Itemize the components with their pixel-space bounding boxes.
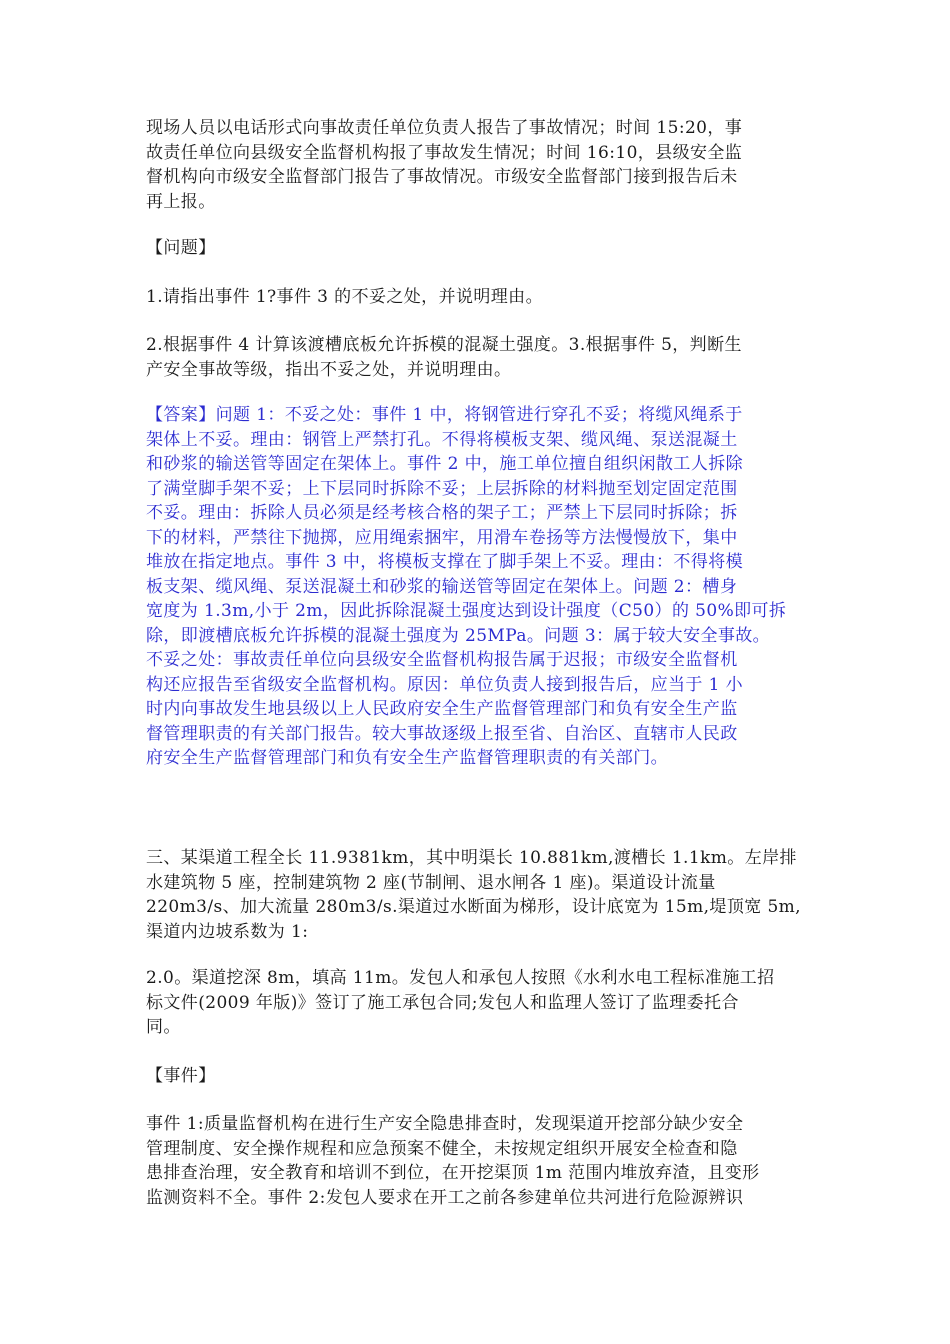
paragraph-contract [146,966,810,1040]
text-line: 患排查治理，安全教育和培训不到位，在开挖渠顶 1m 范围内堆放弃渣，且变形 [146,1163,760,1183]
text-line: 宽度为 1.3m,小于 2m，因此拆除混凝土强度达到设计强度（C50）的 50%即可拆 [146,601,787,621]
text-line: 【问题】 [146,238,216,258]
text-line: 时内向事故发生地县级以上人民政府安全生产监督管理部门和负有安全生产监 [146,699,738,719]
text-line: 1.请指出事件 1?事件 3 的不妥之处，并说明理由。 [146,287,543,307]
text-line: 2.0。渠道挖深 8m，填高 11m。发包人和承包人按照《水利水电工程标准施工招 [146,968,775,988]
text-line: 构还应报告至省级安全监督机构。原因：单位负责人接到报告后，应当于 1 小 [146,674,744,695]
text-line: 督管理职责的有关部门报告。较大事故逐级上报至省、自治区、直辖市人民政 [146,723,738,744]
text-line: 产安全事故等级，指出不妥之处，并说明理由。 [146,359,512,380]
answer-block [146,403,810,771]
text-line: 2.根据事件 4 计算该渡槽底板允许拆模的混凝土强度。3.根据事件 5，判断生 [146,335,742,355]
paragraph-events [146,1112,810,1210]
text-line: 监测资料不全。事件 2:发包人要求在开工之前各参建单位共河进行危险源辨识 [146,1187,744,1208]
text-line: 架体上不妥。理由：钢管上严禁打孔。不得将模板支架、缆风绳、泵送混凝土 [146,429,738,450]
text-line: 不妥。理由：拆除人员必须是经考核合格的架子工；严禁上下层同时拆除；拆 [146,503,738,523]
text-line: 管理制度、安全操作规程和应急预案不健全，未按规定组织开展安全检查和隐 [146,1138,738,1159]
text-line: 不妥之处：事故责任单位向县级安全监督机构报告属于迟报；市级安全监督机 [146,650,738,670]
text-line: 下的材料，严禁往下抛掷，应用绳索捆牢，用滑车卷扬等方法慢慢放下，集中 [146,527,738,548]
text-line: 除，即渡槽底板允许拆模的混凝土强度为 25MPa。问题 3：属于较大安全事故。 [146,625,771,646]
text-line: 【答案】问题 1：不妥之处：事件 1 中，将钢管进行穿孔不妥；将缆风绳系于 [146,405,743,425]
text-line: 标文件(2009 年版)》签订了施工承包合同;发包人和监理人签订了监理委托合 [146,992,739,1013]
text-line: 和砂浆的输送管等固定在架体上。事件 2 中，施工单位擅自组织闲散工人拆除 [146,454,744,474]
text-line: 同。 [146,1017,181,1037]
text-line: 水建筑物 5 座，控制建筑物 2 座(节制闸、退水闸各 1 座)。渠道设计流量 [146,872,716,893]
text-line: 现场人员以电话形式向事故责任单位负责人报告了事故情况；时间 15:20，事 [146,118,743,138]
text-line: 板支架、缆风绳、泵送混凝土和砂浆的输送管等固定在架体上。问题 2：槽身 [146,576,738,597]
text-line: 事件 1:质量监督机构在进行生产安全隐患排查时，发现渠道开挖部分缺少安全 [146,1114,744,1134]
text-line: 渠道内边坡系数为 1: [146,921,309,942]
text-line: 再上报。 [146,191,216,212]
text-line: 220m3/s、加大流量 280m3/s.渠道过水断面为梯形，设计底宽为 15m,堤顶宽 5m, [146,897,801,917]
paragraph-project-intro [146,846,810,944]
text-line: 三、某渠道工程全长 11.9381km，其中明渠长 10.881km,渡槽长 1.1km。左岸排 [146,848,797,868]
heading-questions [146,236,810,261]
text-line: 督机构向市级安全监督部门报告了事故情况。市级安全监督部门接到报告后未 [146,167,738,187]
heading-events [146,1064,810,1089]
text-line: 堆放在指定地点。事件 3 中，将模板支撑在了脚手架上不妥。理由：不得将模 [146,552,744,572]
question-2-3 [146,333,810,382]
question-1 [146,285,810,310]
paragraph-accident-report [146,116,810,214]
text-line: 故责任单位向县级安全监督机构报了事故发生情况；时间 16:10，县级安全监 [146,142,743,163]
text-line: 了满堂脚手架不妥；上下层同时拆除不妥；上层拆除的材料抛至划定固定范围 [146,478,738,499]
text-line: 【事件】 [146,1066,216,1086]
text-line: 府安全生产监督管理部门和负有安全生产监督管理职责的有关部门。 [146,748,668,768]
